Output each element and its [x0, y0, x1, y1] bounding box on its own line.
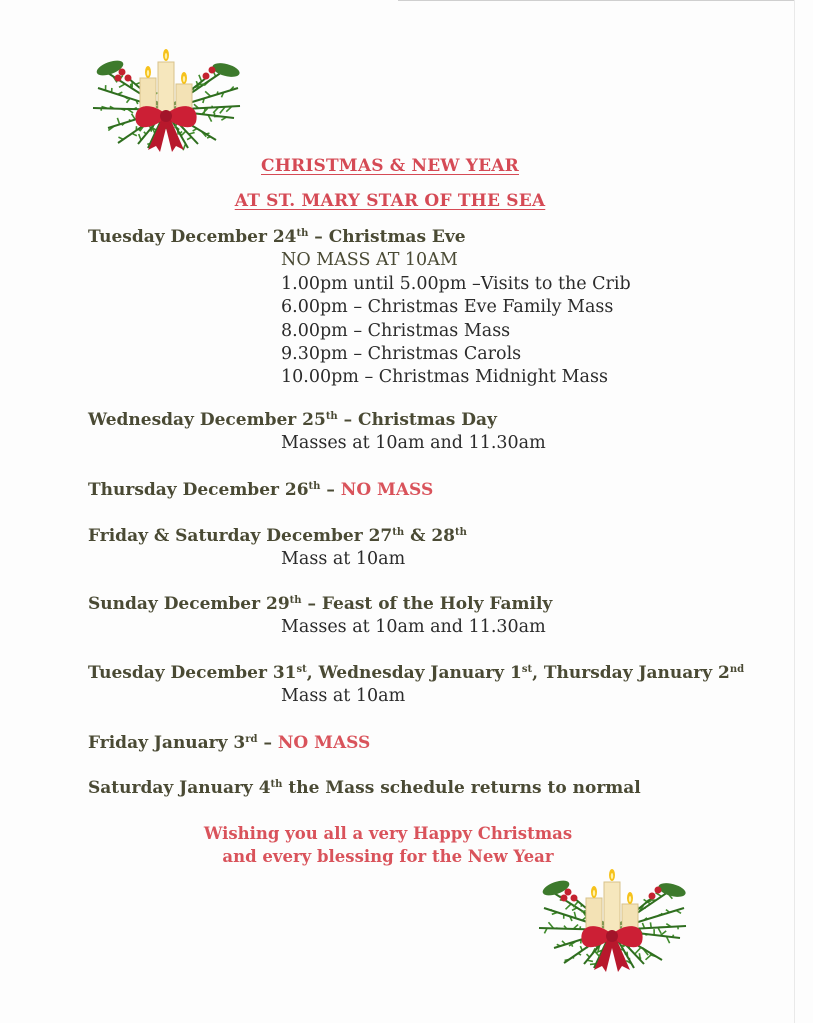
notice-line: NO MASS AT 10AM — [281, 250, 458, 271]
ordinal-suffix: th — [270, 779, 283, 790]
candles-wreath-icon — [88, 48, 244, 154]
ordinal-suffix: th — [455, 527, 467, 538]
mass-time-line: 6.00pm – Christmas Eve Family Mass — [281, 297, 614, 318]
title-line-1: CHRISTMAS & NEW YEAR — [261, 156, 519, 176]
ordinal-suffix: rd — [245, 734, 258, 745]
heading-text: Friday & Saturday December 27 — [88, 526, 393, 546]
ordinal-suffix: th — [289, 595, 302, 606]
heading-text: – — [320, 480, 341, 500]
heading-text: the Mass schedule returns to normal — [282, 778, 641, 798]
ordinal-suffix: th — [392, 527, 405, 538]
heading-text: – Feast of the Holy Family — [301, 594, 553, 614]
section-heading — [88, 733, 370, 753]
berry — [125, 75, 132, 82]
ordinal-suffix: th — [296, 228, 309, 239]
mass-time-line: Mass at 10am — [281, 549, 406, 570]
ordinal-suffix: th — [308, 481, 321, 492]
bow-knot — [606, 930, 618, 942]
pine-needle — [199, 75, 202, 82]
berry — [655, 887, 662, 894]
mass-time-line: 8.00pm – Christmas Mass — [281, 320, 511, 341]
heading-text: NO MASS — [277, 733, 371, 753]
heading-text: Thursday December 26 — [88, 480, 309, 500]
flame-core — [147, 70, 149, 76]
mass-time-line: Masses at 10am and 11.30am — [281, 433, 546, 454]
flame-core — [165, 53, 167, 59]
ordinal-suffix: th — [325, 411, 338, 422]
heading-text: Friday January 3 — [88, 733, 246, 753]
bow-knot — [160, 110, 172, 122]
mass-time-line: 10.00pm – Christmas Midnight Mass — [281, 367, 608, 388]
section-heading — [88, 227, 466, 247]
section-heading — [88, 594, 552, 614]
ordinal-suffix: nd — [729, 664, 745, 675]
heading-text: Tuesday December 31 — [88, 663, 297, 683]
pine-needle — [132, 114, 136, 120]
wish-line-1: Wishing you all a very Happy Christmas — [203, 824, 573, 843]
pine-needle — [635, 948, 641, 954]
flame-core — [593, 890, 595, 896]
flame-core — [183, 76, 185, 82]
heading-text: NO MASS — [340, 480, 434, 500]
scan-edge-right — [794, 0, 795, 1023]
section-heading — [88, 480, 433, 500]
mass-time-line: Mass at 10am — [281, 686, 406, 707]
heading-text: Wednesday December 25 — [88, 410, 326, 430]
berry — [561, 895, 568, 902]
candle — [604, 882, 620, 938]
berry — [649, 893, 656, 900]
berry — [209, 67, 216, 74]
berry — [565, 889, 572, 896]
title-line-2: AT ST. MARY STAR OF THE SEA — [234, 191, 546, 211]
pine-needle — [566, 904, 572, 909]
heading-text: Sunday December 29 — [88, 594, 290, 614]
heading-text: , Wednesday January 1 — [306, 663, 522, 683]
flame-core — [611, 873, 613, 879]
mass-time-line: 1.00pm until 5.00pm –Visits to the Crib — [281, 273, 631, 294]
heading-text: – Christmas Day — [337, 410, 497, 430]
heading-text: – Christmas Eve — [308, 227, 466, 247]
berry — [119, 69, 126, 76]
berry — [203, 73, 210, 80]
heading-text: & 28 — [404, 526, 455, 546]
scan-edge-top — [398, 0, 794, 1]
ordinal-suffix: st — [296, 664, 307, 675]
heading-text: Tuesday December 24 — [88, 227, 297, 247]
berry — [571, 895, 578, 902]
candles-wreath-icon — [534, 868, 690, 974]
heading-text: Saturday January 4 — [88, 778, 271, 798]
heading-text: – — [257, 733, 278, 753]
section-heading — [88, 778, 641, 798]
section-heading — [88, 526, 467, 546]
mass-time-line: 9.30pm – Christmas Carols — [281, 344, 522, 364]
ordinal-suffix: st — [521, 664, 533, 675]
candle — [158, 62, 174, 118]
section-heading — [88, 663, 744, 683]
mass-time-line: Masses at 10am and 11.30am — [281, 617, 546, 638]
heading-text: , Thursday January 2 — [532, 663, 730, 683]
wish-line-2: and every blessing for the New Year — [222, 847, 554, 866]
pine-needle — [117, 118, 119, 124]
section-heading — [88, 410, 497, 430]
flame-core — [629, 896, 631, 902]
berry — [115, 75, 122, 82]
